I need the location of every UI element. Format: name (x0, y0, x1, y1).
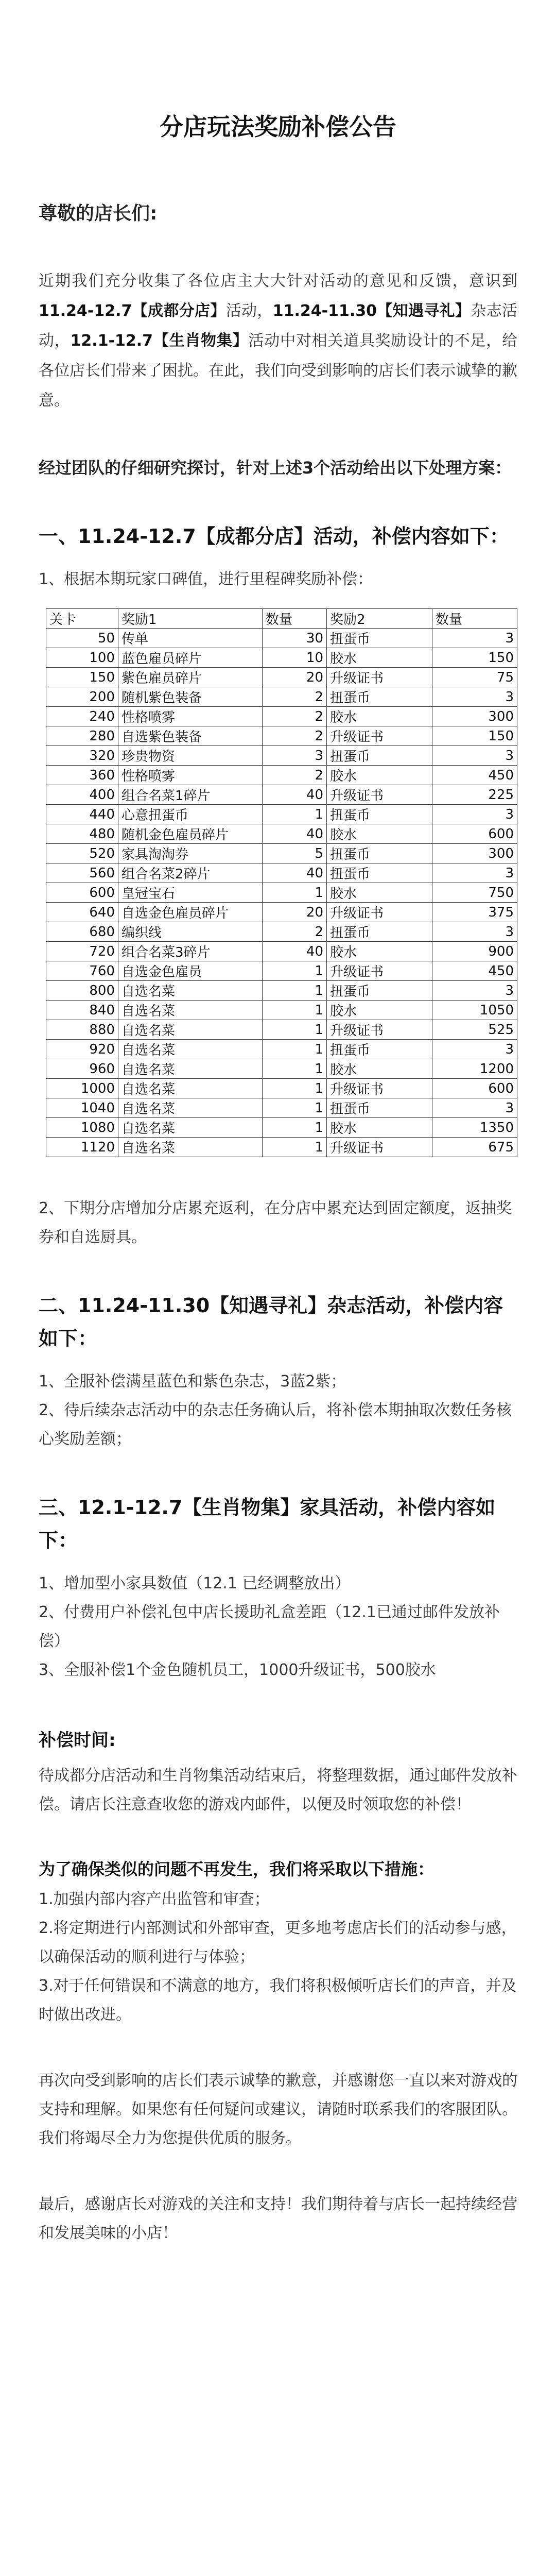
cell-reward-1: 自选名菜 (118, 1098, 263, 1118)
cell-quantity-2: 3 (432, 629, 517, 648)
table-row (46, 726, 517, 746)
cell-reward-1: 性格喷雾 (118, 766, 263, 785)
cell-level: 440 (46, 805, 118, 824)
cell-quantity-2: 3 (432, 922, 517, 942)
section-2-item-2: 2、待后续杂志活动中的杂志任务确认后，将补偿本期抽取次数任务核心奖励差额； (39, 1401, 512, 1448)
intro-text-1: 近期我们充分收集了各位店主大大针对活动的意见和反馈，意识到 (39, 272, 517, 290)
cell-reward-2: 升级证书 (327, 1138, 432, 1157)
cell-level: 200 (46, 687, 118, 707)
cell-reward-2: 扭蛋币 (327, 687, 432, 707)
cell-level: 760 (46, 961, 118, 981)
cell-quantity-1: 1 (263, 1079, 327, 1098)
cell-level: 480 (46, 824, 118, 844)
cell-quantity-2: 450 (432, 766, 517, 785)
cell-level: 1040 (46, 1098, 118, 1118)
cell-reward-1: 自选金色雇员碎片 (118, 903, 263, 922)
cell-reward-2: 升级证书 (327, 668, 432, 687)
cell-reward-1: 心意扭蛋币 (118, 805, 263, 824)
cell-reward-1: 组合名菜1碎片 (118, 785, 263, 805)
intro-event-1: 11.24-12.7【成都分店】 (39, 302, 226, 320)
cell-level: 600 (46, 883, 118, 903)
cell-reward-1: 自选名菜 (118, 1059, 263, 1079)
cell-quantity-2: 1200 (432, 1059, 517, 1079)
cell-reward-2: 胶水 (327, 1059, 432, 1079)
analysis-statement: 经过团队的仔细研究探讨，针对上述3个活动给出以下处理方案： (39, 458, 512, 478)
cell-quantity-2: 3 (432, 1098, 517, 1118)
cell-quantity-2: 3 (432, 746, 517, 766)
cell-quantity-1: 1 (263, 1040, 327, 1059)
cell-reward-2: 胶水 (327, 648, 432, 668)
cell-reward-2: 胶水 (327, 707, 432, 726)
cell-level: 560 (46, 863, 118, 883)
section-3-item-1: 1、增加型小家具数值（12.1 已经调整放出） (39, 1574, 351, 1592)
cell-quantity-2: 375 (432, 903, 517, 922)
cell-quantity-1: 30 (263, 629, 327, 648)
cell-quantity-1: 3 (263, 746, 327, 766)
cell-reward-1: 自选名菜 (118, 1118, 263, 1138)
cell-reward-2: 升级证书 (327, 903, 432, 922)
cell-reward-1: 随机金色雇员碎片 (118, 824, 263, 844)
cell-quantity-2: 225 (432, 785, 517, 805)
cell-level: 920 (46, 1040, 118, 1059)
cell-quantity-2: 450 (432, 961, 517, 981)
cell-reward-2: 胶水 (327, 1118, 432, 1138)
cell-reward-1: 自选金色雇员 (118, 961, 263, 981)
cell-reward-1: 自选名菜 (118, 981, 263, 1001)
table-row (46, 863, 517, 883)
cell-quantity-1: 10 (263, 648, 327, 668)
cell-reward-2: 扭蛋币 (327, 844, 432, 863)
cell-level: 720 (46, 942, 118, 961)
table-row (46, 1040, 517, 1059)
cell-level: 360 (46, 766, 118, 785)
cell-quantity-1: 1 (263, 961, 327, 981)
cell-reward-2: 扭蛋币 (327, 805, 432, 824)
table-row (46, 1001, 517, 1020)
cell-reward-1: 紫色雇员碎片 (118, 668, 263, 687)
cell-quantity-1: 1 (263, 1118, 327, 1138)
cell-quantity-2: 3 (432, 981, 517, 1001)
table-row (46, 942, 517, 961)
intro-text-4: 活动中对相关道具奖励设计的不足，给各位店长们带来了困扰。在此，我们向受到影响的店长们表示诚挚的歉意。 (39, 332, 517, 410)
compensation-time-text: 待成都分店活动和生肖物集活动结束后，将整理数据，通过邮件发放补偿。请店长注意查收您的游戏内邮件，以便及时领取您的补偿！ (39, 1767, 517, 1814)
section-1-item-1: 1、根据本期玩家口碑值，进行里程碑奖励补偿： (39, 570, 373, 588)
cell-quantity-2: 675 (432, 1138, 517, 1157)
measure-2: 2.将定期进行内部测试和外部审查，更多地考虑店长们的活动参与感，以确保活动的顺利进行与体验； (39, 1919, 517, 1966)
measures-heading: 为了确保类似的问题不再发生，我们将采取以下措施： (39, 1859, 435, 1879)
cell-reward-1: 自选名菜 (118, 1138, 263, 1157)
cell-level: 50 (46, 629, 118, 648)
cell-reward-2: 升级证书 (327, 961, 432, 981)
cell-level: 840 (46, 1001, 118, 1020)
cell-quantity-1: 40 (263, 824, 327, 844)
cell-quantity-2: 300 (432, 844, 517, 863)
cell-quantity-2: 600 (432, 1079, 517, 1098)
cell-reward-1: 自选名菜 (118, 1040, 263, 1059)
table-row (46, 844, 517, 863)
cell-level: 680 (46, 922, 118, 942)
table-row (46, 785, 517, 805)
cell-reward-1: 自选名菜 (118, 1001, 263, 1020)
page-title: 分店玩法奖励补偿公告 (160, 113, 396, 141)
cell-reward-2: 胶水 (327, 942, 432, 961)
cell-reward-1: 传单 (118, 629, 263, 648)
cell-quantity-1: 2 (263, 687, 327, 707)
cell-level: 280 (46, 726, 118, 746)
cell-quantity-2: 300 (432, 707, 517, 726)
cell-quantity-1: 2 (263, 922, 327, 942)
section-3-heading: 三、12.1-12.7【生肖物集】家具活动，补偿内容如下： (39, 1496, 496, 1552)
table-row (46, 1079, 517, 1098)
table-row (46, 746, 517, 766)
cell-reward-1: 自选紫色装备 (118, 726, 263, 746)
cell-quantity-1: 2 (263, 766, 327, 785)
greeting: 尊敬的店长们: (39, 203, 158, 224)
measure-3: 3.对于任何错误和不满意的地方，我们将积极倾听店长们的声音，并及时做出改进。 (39, 1977, 517, 2024)
cell-reward-2: 升级证书 (327, 726, 432, 746)
cell-level: 960 (46, 1059, 118, 1079)
cell-quantity-1: 1 (263, 1138, 327, 1157)
cell-reward-2: 胶水 (327, 766, 432, 785)
section-1-heading: 一、11.24-12.7【成都分店】活动，补偿内容如下： (39, 525, 509, 548)
table-row (46, 903, 517, 922)
cell-quantity-2: 600 (432, 824, 517, 844)
cell-reward-2: 胶水 (327, 1001, 432, 1020)
reward-table-wrapper (46, 608, 517, 1157)
cell-reward-1: 编织线 (118, 922, 263, 942)
cell-quantity-1: 1 (263, 1001, 327, 1020)
header-quantity-1: 数量 (263, 609, 327, 629)
cell-quantity-2: 1050 (432, 1001, 517, 1020)
header-quantity-2: 数量 (432, 609, 517, 629)
table-row (46, 922, 517, 942)
cell-level: 640 (46, 903, 118, 922)
cell-quantity-1: 1 (263, 1059, 327, 1079)
cell-quantity-1: 2 (263, 726, 327, 746)
cell-level: 520 (46, 844, 118, 863)
cell-quantity-2: 3 (432, 863, 517, 883)
cell-quantity-1: 5 (263, 844, 327, 863)
table-row (46, 629, 517, 648)
cell-level: 1000 (46, 1079, 118, 1098)
intro-event-2: 11.24-11.30【知遇寻礼】 (272, 302, 471, 320)
cell-quantity-1: 1 (263, 1020, 327, 1040)
cell-quantity-1: 20 (263, 903, 327, 922)
closing-paragraph-1: 再次向受到影响的店长们表示诚挚的歉意，并感谢您一直以来对游戏的支持和理解。如果您有任何疑问或建议，请随时联系我们的客服团队。我们将竭尽全力为您提供优质的服务。 (39, 2072, 517, 2147)
table-row (46, 1059, 517, 1079)
cell-reward-2: 升级证书 (327, 1020, 432, 1040)
cell-level: 100 (46, 648, 118, 668)
table-row (46, 687, 517, 707)
table-row (46, 668, 517, 687)
cell-level: 880 (46, 1020, 118, 1040)
table-row (46, 648, 517, 668)
section-3-item-3: 3、全服补偿1个金色随机员工，1000升级证书，500胶水 (39, 1661, 436, 1679)
cell-quantity-1: 40 (263, 942, 327, 961)
cell-quantity-2: 3 (432, 1040, 517, 1059)
cell-quantity-2: 3 (432, 805, 517, 824)
compensation-time-heading: 补偿时间: (39, 1730, 116, 1751)
cell-reward-1: 珍贵物资 (118, 746, 263, 766)
cell-quantity-1: 40 (263, 785, 327, 805)
table-row (46, 981, 517, 1001)
closing-paragraph-2: 最后，感谢店长对游戏的关注和支持！我们期待着与店长一起持续经营和发展美味的小店！ (39, 2195, 517, 2242)
cell-reward-2: 扭蛋币 (327, 863, 432, 883)
header-level: 关卡 (46, 609, 118, 629)
cell-quantity-1: 2 (263, 707, 327, 726)
table-row (46, 824, 517, 844)
cell-reward-2: 扭蛋币 (327, 981, 432, 1001)
section-2-heading: 二、11.24-11.30【知遇寻礼】杂志活动，补偿内容如下： (39, 1294, 503, 1350)
table-row (46, 961, 517, 981)
cell-reward-1: 性格喷雾 (118, 707, 263, 726)
section-2-item-1: 1、全服补偿满星蓝色和紫色杂志，3蓝2紫； (39, 1372, 346, 1391)
cell-reward-1: 组合名菜2碎片 (118, 863, 263, 883)
cell-quantity-1: 1 (263, 883, 327, 903)
cell-quantity-2: 900 (432, 942, 517, 961)
cell-reward-1: 自选名菜 (118, 1079, 263, 1098)
cell-reward-2: 胶水 (327, 824, 432, 844)
cell-level: 150 (46, 668, 118, 687)
cell-quantity-1: 40 (263, 863, 327, 883)
table-row (46, 1020, 517, 1040)
cell-reward-1: 自选名菜 (118, 1020, 263, 1040)
cell-level: 1080 (46, 1118, 118, 1138)
header-reward-1: 奖励1 (118, 609, 263, 629)
intro-text-2: 活动， (225, 302, 273, 320)
cell-reward-1: 蓝色雇员碎片 (118, 648, 263, 668)
cell-reward-2: 扭蛋币 (327, 1098, 432, 1118)
table-row (46, 1118, 517, 1138)
cell-level: 320 (46, 746, 118, 766)
section-3-item-2: 2、付费用户补偿礼包中店长援助礼盒差距（12.1已通过邮件发放补偿） (39, 1603, 500, 1650)
cell-quantity-1: 1 (263, 981, 327, 1001)
cell-quantity-2: 525 (432, 1020, 517, 1040)
cell-reward-2: 升级证书 (327, 1079, 432, 1098)
intro-text-3: 杂志活动， (39, 302, 517, 350)
table-row (46, 1098, 517, 1118)
header-reward-2: 奖励2 (327, 609, 432, 629)
cell-quantity-2: 150 (432, 648, 517, 668)
table-body (46, 629, 517, 1157)
cell-quantity-2: 750 (432, 883, 517, 903)
cell-reward-2: 扭蛋币 (327, 629, 432, 648)
cell-reward-1: 随机紫色装备 (118, 687, 263, 707)
cell-reward-2: 胶水 (327, 883, 432, 903)
cell-reward-2: 扭蛋币 (327, 746, 432, 766)
cell-reward-1: 组合名菜3碎片 (118, 942, 263, 961)
cell-quantity-2: 150 (432, 726, 517, 746)
milestone-reward-table (46, 608, 517, 1157)
table-row (46, 707, 517, 726)
cell-level: 800 (46, 981, 118, 1001)
table-row (46, 805, 517, 824)
cell-reward-2: 扭蛋币 (327, 1040, 432, 1059)
cell-level: 400 (46, 785, 118, 805)
cell-quantity-2: 3 (432, 687, 517, 707)
table-row (46, 883, 517, 903)
measure-1: 1.加强内部内容产出监管和审查； (39, 1890, 270, 1908)
table-row (46, 1138, 517, 1157)
cell-quantity-1: 1 (263, 1098, 327, 1118)
cell-reward-1: 皇冠宝石 (118, 883, 263, 903)
cell-quantity-2: 75 (432, 668, 517, 687)
cell-reward-2: 升级证书 (327, 785, 432, 805)
cell-quantity-1: 20 (263, 668, 327, 687)
cell-reward-1: 家具淘淘券 (118, 844, 263, 863)
table-header-row (46, 609, 517, 629)
table-row (46, 766, 517, 785)
intro-paragraph (39, 266, 517, 416)
cell-reward-2: 扭蛋币 (327, 922, 432, 942)
cell-level: 240 (46, 707, 118, 726)
cell-quantity-2: 1350 (432, 1118, 517, 1138)
cell-quantity-1: 1 (263, 805, 327, 824)
section-1-item-2: 2、下期分店增加分店累充返利，在分店中累充达到固定额度，返抽奖券和自选厨具。 (39, 1199, 512, 1246)
cell-level: 1120 (46, 1138, 118, 1157)
intro-event-3: 12.1-12.7【生肖物集】 (70, 332, 249, 350)
